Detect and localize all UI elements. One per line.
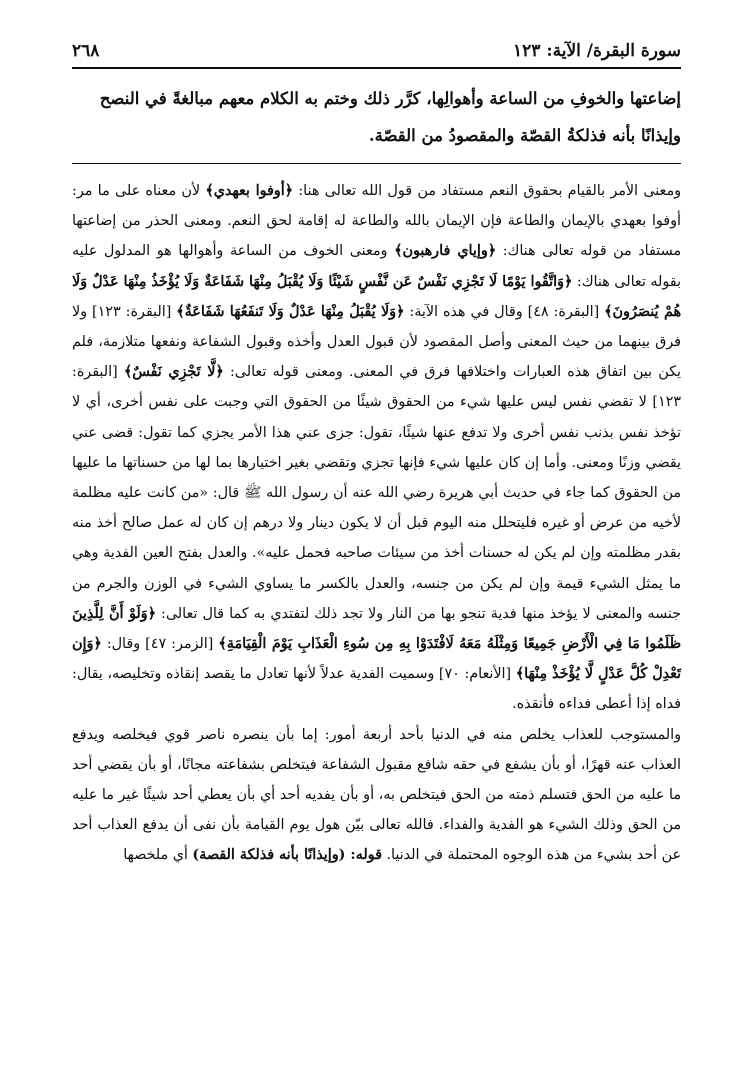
section-divider xyxy=(72,163,681,164)
text-run: أي ملخصها xyxy=(123,847,193,864)
text-run: [البقرة: ١٢٣] لا تقضي نفس ليس عليها شيء من الحقوق شيئًا من الحقوق التي وجبت على نفس أخرى، أي لا تؤخذ نفس بذنب نفس أخرى ولا تدفع عنها شيئًا، تقول: جزى عني هذا الأمر يجزي كما تقول: قضى عني يقضي وزنًا ومعنى. وأما إن كان عليها شيء فإنها تجزي وتقضي بغير اختيارها بما لها من حسناتها ما عليها من الحقوق كما جاء في حديث أبي هريرة رضي الله عنه أن رسول الله ﷺ قال: «من كانت عليه مظلمة لأخيه من عرض أو غيره فليتحلل منه اليوم قبل أن لا يكون دينار ولا درهم إن كان له عمل صالح أخذ منه بقدر مظلمته وإن لم يكن له حسنات أخذ من سيئات صاحبه فحمل عليه». والعدل بفتح العين الفدية وهي ما يمثل الشيء قيمة وإن لم يكن من جنسه، والعدل بالكسر ما يساوي الشيء في الوزن والجرم من جنسه والمعنى لا يؤخذ منها فدية تنجو بها من النار ولا تجد ذلك لتفتدي به كما قال تعالى: xyxy=(72,364,681,622)
commentary-quote: قوله: (وإيذانًا بأنه فذلكة القصة) xyxy=(192,847,382,864)
paragraph xyxy=(72,176,681,720)
text-run: لأن معناه على ما مر: أوفوا بعهدي بالإيمان والطاعة فإن الإيمان بالله والطاعة له إقامة لحق النعم. ومعنى الحذر من إضاعتها مستفاد من قوله تعالى هناك: xyxy=(72,183,681,260)
text-run: [البقرة: ١٢٣] ولا فرق بينهما من حيث المعنى وأصل المقصود لأن قبول العدل وأخذه وقبول الشفاعة ونفعها متلازمة، فلم يكن بين اتفاق هذه العبارات واختلافها فرق في المعنى. ومعنى قوله تعالى: xyxy=(72,303,681,381)
quran-verse: ﴿وَاتَّقُوا يَوْمًا لَا تَجْزِي نَفْسٌ عَن نَّفْسٍ شَيْئًا وَلَا يُقْبَلُ مِنْهَا شَفَاعَةٌ وَلَا يُؤْخَذُ مِنْهَا عَدْلٌ وَلَا هُمْ يُنصَرُونَ﴾ xyxy=(72,273,681,320)
matn-text xyxy=(72,80,681,154)
text-run: ومعنى الأمر بالقيام بحقوق النعم مستفاد من قول الله تعالى هنا: xyxy=(293,183,682,199)
text-run: [الزمر: ٤٧] وقال: xyxy=(101,636,219,653)
quoted-phrase: ﴿أوفوا بعهدي﴾ xyxy=(205,183,294,199)
quran-verse: ﴿وَلَوْ أَنَّ لِلَّذِينَ ظَلَمُوا مَا فِي الْأَرْضِ جَمِيعًا وَمِثْلَهُ مَعَهُ لَافْتَدَوْا بِهِ مِن سُوءِ الْعَذَابِ يَوْمَ الْقِيَامَةِ﴾ xyxy=(72,605,682,653)
text-run: [الأنعام: ٧٠] وسميت الفدية عدلاً لأنها تعادل ما يقصد إنقاذه وتخليصه، يقال: فداه إذا أعطى فداءه فأنقذه. xyxy=(72,666,681,713)
text-run: [البقرة: ٤٨] وقال في هذه الآية: xyxy=(404,303,605,320)
text-run: والمستوجب للعذاب يخلص منه في الدنيا بأحد أربعة أمور: إما بأن ينصره ناصر قوي فيخلصه ويدفع العذاب عنه قهرًا، أو بأن يشفع في حقه شافع مقبول الشفاعة فيتخلص بشفاعته مجانًا، أو بأن يقضي أحد ما عليه من الحق فتسلم ذمته من الحق فيتخلص به، أو بأن يفديه أحد أي بأن يعطي أحد شيئًا غير ما عليه من الحق وذلك الشيء هو الفدية والفداء. فالله تعالى بيّن هول يوم القيامة بأن نفى أن يدفع العذاب أحد عن أحد بشيء من هذه الوجوه المحتملة في الدنيا. xyxy=(72,726,681,864)
surah-reference: سورة البقرة/ الآية: ١٢٣ xyxy=(513,41,681,61)
page-number: ٢٦٨ xyxy=(72,41,100,61)
running-header xyxy=(72,37,681,65)
commentary-text xyxy=(72,176,681,871)
header-rule xyxy=(72,67,681,69)
quran-verse: ﴿وَإِن تَعْدِلْ كُلَّ عَدْلٍ لَّا يُؤْخَذْ مِنْهَا﴾ xyxy=(72,636,681,683)
matn-line: إضاعتها والخوفِ من الساعة وأهوالِها، كرَّر ذلك وختم به الكلام معهم مبالغةً في النصح xyxy=(99,89,681,108)
text-run: ومعنى الخوف من الساعة وأهوالها هو المدلول عليه بقوله تعالى هناك: xyxy=(72,243,681,290)
quran-verse: ﴿وَلَا يُقْبَلُ مِنْهَا عَدْلٌ وَلَا تَنفَعُهَا شَفَاعَةٌ﴾ xyxy=(176,303,405,320)
matn-line: وإيذانًا بأنه فذلكةُ القصّة والمقصودُ من القصّة. xyxy=(368,126,681,145)
paragraph xyxy=(72,720,681,871)
quoted-phrase: ﴿وإياي فارهبون﴾ xyxy=(394,243,497,260)
quran-verse: ﴿لَّا تَجْزِي نَفْسٌ﴾ xyxy=(123,364,224,381)
